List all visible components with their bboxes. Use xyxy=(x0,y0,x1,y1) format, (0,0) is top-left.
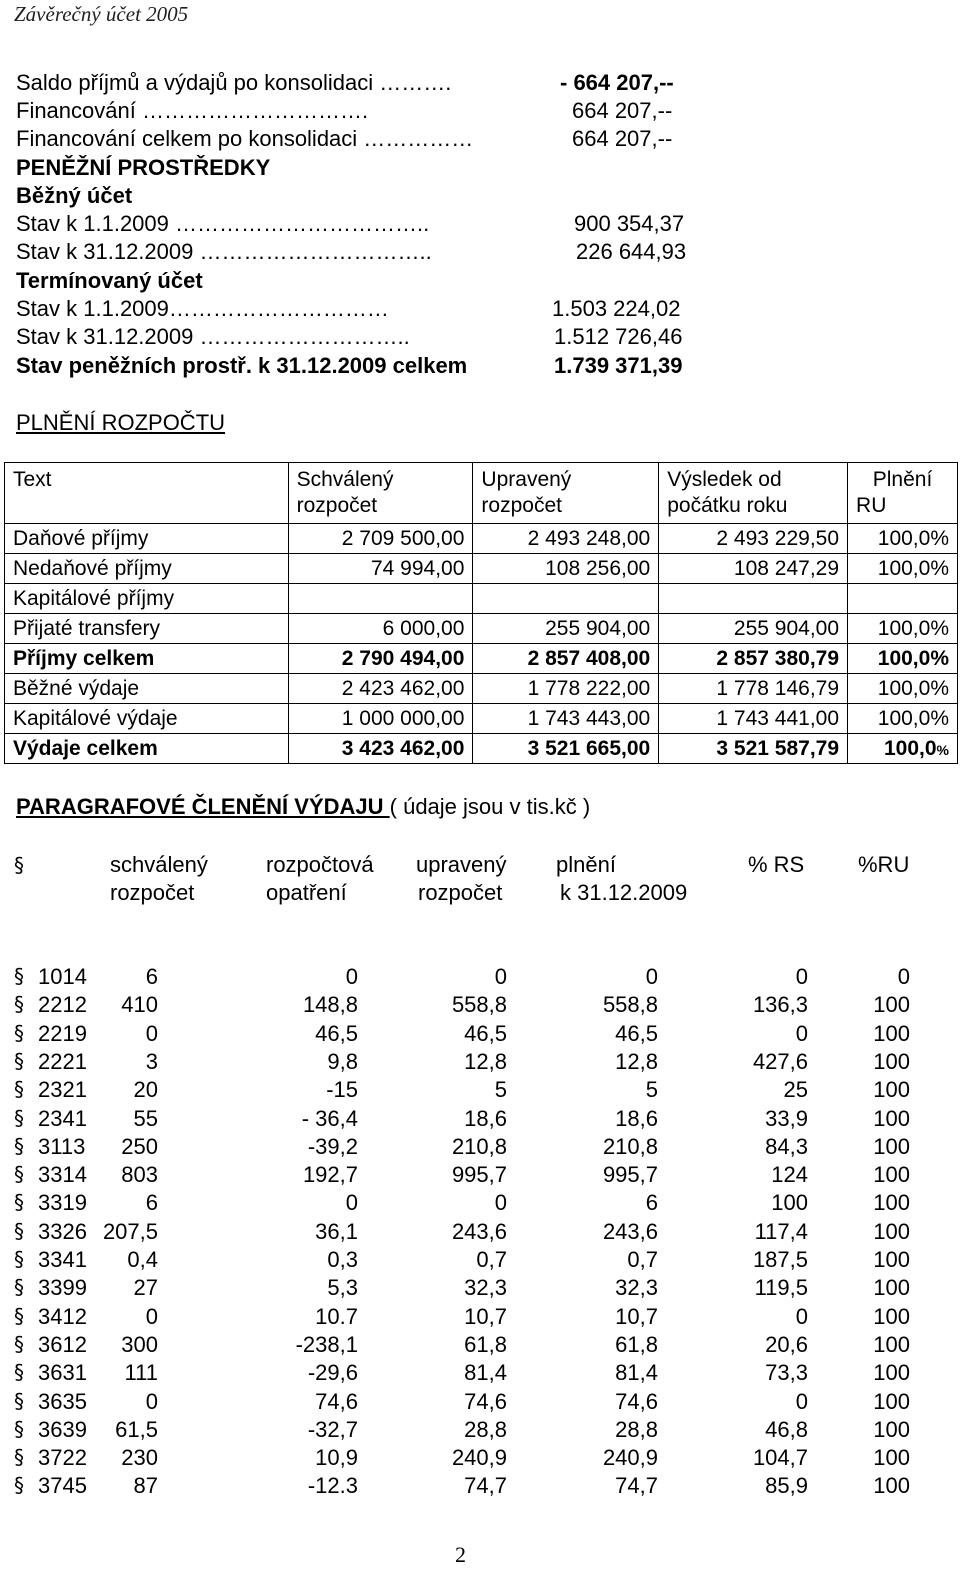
section-symbol-icon: § xyxy=(14,1331,24,1356)
paragraph-value: 0 xyxy=(645,964,658,989)
paragraph-value: 100 xyxy=(873,1388,910,1414)
header-text: Text xyxy=(5,463,289,524)
paragraph-row xyxy=(0,1389,960,1417)
budget-table xyxy=(4,462,958,764)
paragraph-value: 5,3 xyxy=(327,1275,358,1301)
paragraph-value: 46,5 xyxy=(615,1020,658,1046)
budget-cell-result: 3 521 587,79 xyxy=(659,734,848,764)
paragraph-code: 1014 xyxy=(38,964,87,989)
budget-cell-text: Příjmy celkem xyxy=(5,644,289,674)
paragraph-value: 32,3 xyxy=(464,1275,507,1301)
budget-cell-adjusted: 2 493 248,00 xyxy=(473,524,659,554)
budget-cell-fulfilment xyxy=(848,584,958,614)
paragraph-value: 74,7 xyxy=(615,1473,658,1499)
budget-cell-text: Daňové příjmy xyxy=(5,524,289,554)
paragraph-value: 74,7 xyxy=(464,1473,507,1499)
paragraph-value: 84,3 xyxy=(765,1133,808,1159)
balance-label: Stav k 1.1.2009………………………… xyxy=(16,296,389,321)
par-header-approved: schválený rozpočet xyxy=(110,852,208,905)
paragraph-row xyxy=(0,992,960,1020)
paragraph-value: -238,1 xyxy=(295,1331,358,1357)
section-symbol-icon: § xyxy=(14,1303,24,1328)
paragraph-value: 87 xyxy=(133,1473,158,1499)
paragraph-title-main: PARAGRAFOVÉ ČLENĚNÍ VÝDAJU xyxy=(16,794,390,819)
paragraph-code: 2321 xyxy=(38,1077,87,1103)
section-symbol-icon: § xyxy=(14,964,24,988)
paragraph-value: 240,9 xyxy=(451,1445,507,1471)
section-symbol-icon: § xyxy=(14,1077,24,1102)
paragraph-value: 119,5 xyxy=(754,1275,808,1301)
paragraph-value: 207,5 xyxy=(102,1218,158,1244)
paragraph-title-note: ( údaje jsou v tis.kč ) xyxy=(389,794,591,819)
paragraph-value: 20 xyxy=(133,1077,158,1103)
budget-header-row xyxy=(5,463,958,524)
budget-row xyxy=(5,704,958,734)
budget-cell-result xyxy=(659,584,848,614)
paragraph-value: 55 xyxy=(133,1105,158,1131)
par-header-fulfilment: plnění k 31.12.2009 xyxy=(556,852,688,905)
paragraph-value: 18,6 xyxy=(615,1105,658,1131)
paragraph-value: 427,6 xyxy=(752,1048,808,1074)
par-header-ru: %RU xyxy=(858,852,910,877)
header-result: Výsledek od počátku roku xyxy=(659,463,848,524)
summary-value: - 664 207,-- xyxy=(560,70,674,95)
balance-value: 1.503 224,02 xyxy=(552,296,681,321)
summary-label: Financování celkem po konsolidaci …………… xyxy=(16,126,474,151)
paragraph-value: 0,7 xyxy=(476,1247,507,1272)
paragraph-value: 28,8 xyxy=(464,1416,507,1442)
paragraph-value: 100 xyxy=(873,1331,910,1357)
paragraph-value: 46,5 xyxy=(315,1020,358,1046)
header-fulfilment: Plnění RU xyxy=(848,463,958,524)
paragraph-code: 3635 xyxy=(38,1388,87,1414)
paragraph-value: 995,7 xyxy=(451,1162,507,1188)
balance-value: 900 354,37 xyxy=(574,211,685,236)
paragraph-value: 104,7 xyxy=(752,1445,808,1471)
paragraph-value: 100 xyxy=(771,1190,808,1216)
paragraph-value: 36,1 xyxy=(315,1218,358,1244)
paragraph-row xyxy=(0,1021,960,1049)
paragraph-value: 100 xyxy=(873,1105,910,1131)
paragraph-value: 61,5 xyxy=(115,1416,158,1442)
paragraph-value: 230 xyxy=(121,1445,158,1471)
paragraph-value: 100 xyxy=(873,1048,910,1074)
paragraph-value: 10,7 xyxy=(615,1303,658,1329)
budget-cell-result: 2 857 380,79 xyxy=(659,644,848,674)
section-symbol-icon: § xyxy=(14,1360,24,1385)
balance-value: 1.512 726,46 xyxy=(554,324,683,349)
header-adjusted: Upravený rozpočet xyxy=(473,463,659,524)
budget-cell-adjusted: 1 778 222,00 xyxy=(473,674,659,704)
balance-label: Stav k 31.12.2009 ………………………….. xyxy=(16,239,432,264)
paragraph-value: 32,3 xyxy=(615,1275,658,1301)
paragraph-value: 81,4 xyxy=(464,1360,507,1386)
paragraph-value: 100 xyxy=(873,1416,910,1442)
paragraph-value: 100 xyxy=(873,1247,910,1272)
paragraph-value: 0,3 xyxy=(327,1247,358,1272)
paragraph-value: 100 xyxy=(873,992,910,1018)
paragraph-value: 558,8 xyxy=(602,992,658,1018)
paragraph-value: 995,7 xyxy=(602,1162,658,1188)
paragraph-value: 187,5 xyxy=(752,1247,808,1272)
paragraph-value: 100 xyxy=(873,1077,910,1103)
paragraph-value: 5 xyxy=(494,1077,507,1103)
paragraph-value: 9,8 xyxy=(327,1048,358,1074)
section-symbol-icon: § xyxy=(14,1416,24,1441)
paragraph-value: 85,9 xyxy=(765,1473,808,1499)
budget-cell-fulfilment: 100,0% xyxy=(848,644,958,674)
paragraph-value: 10,9 xyxy=(315,1445,358,1471)
budget-cell-adjusted: 108 256,00 xyxy=(473,554,659,584)
paragraph-value: 100 xyxy=(873,1303,910,1329)
paragraph-value: 74,6 xyxy=(464,1388,507,1414)
paragraph-row xyxy=(0,1134,960,1162)
section-symbol-icon: § xyxy=(14,992,24,1017)
paragraph-value: 6 xyxy=(145,1190,158,1216)
paragraph-row xyxy=(0,1417,960,1445)
paragraph-code: 3314 xyxy=(38,1162,87,1188)
paragraph-code: 2212 xyxy=(38,992,87,1018)
section-symbol-icon: § xyxy=(14,1275,24,1300)
paragraph-value: 100 xyxy=(873,1218,910,1244)
paragraph-value: 0 xyxy=(145,1388,158,1414)
paragraph-row xyxy=(0,1275,960,1303)
budget-title: PLNĚNÍ ROZPOČTU xyxy=(16,410,226,435)
paragraph-value: 0 xyxy=(897,964,910,989)
paragraph-value: 12,8 xyxy=(464,1048,507,1074)
budget-cell-text: Výdaje celkem xyxy=(5,734,289,764)
paragraph-value: 558,8 xyxy=(451,992,507,1018)
paragraph-value: 46,8 xyxy=(765,1416,808,1442)
paragraph-value: 100 xyxy=(873,1360,910,1386)
paragraph-title xyxy=(16,794,590,820)
document-header: Závěrečný účet 2005 xyxy=(14,2,189,26)
paragraph-value: -15 xyxy=(326,1077,358,1103)
section-symbol-icon: § xyxy=(14,1473,24,1498)
paragraph-value: 111 xyxy=(124,1360,158,1386)
budget-cell-text: Běžné výdaje xyxy=(5,674,289,704)
budget-row xyxy=(5,674,958,704)
paragraph-code: 3113 xyxy=(38,1133,86,1159)
summary-label: Saldo příjmů a výdajů po konsolidaci ………. xyxy=(16,70,452,95)
paragraph-value: 243,6 xyxy=(602,1218,658,1244)
paragraph-value: 18,6 xyxy=(464,1105,507,1131)
budget-cell-adjusted: 2 857 408,00 xyxy=(473,644,659,674)
paragraph-value: -12.3 xyxy=(307,1473,358,1499)
budget-cell-approved: 2 790 494,00 xyxy=(288,644,473,674)
paragraph-value: 0 xyxy=(795,1020,808,1046)
paragraph-code: 3639 xyxy=(38,1416,87,1442)
paragraph-value: 27 xyxy=(133,1275,158,1301)
paragraph-code: 2221 xyxy=(38,1048,87,1074)
current-account-title: Běžný účet xyxy=(16,183,133,208)
paragraph-value: 803 xyxy=(121,1162,158,1188)
paragraph-value: 0,4 xyxy=(127,1247,158,1272)
paragraph-value: 61,8 xyxy=(464,1331,507,1357)
budget-cell-approved: 2 423 462,00 xyxy=(288,674,473,704)
paragraph-value: - 36,4 xyxy=(301,1105,358,1131)
paragraph-row xyxy=(0,964,960,992)
paragraph-value: 0 xyxy=(795,1303,808,1329)
paragraph-value: 100 xyxy=(873,1445,910,1471)
paragraph-value: -29,6 xyxy=(307,1360,358,1386)
paragraph-value: 100 xyxy=(873,1133,910,1159)
paragraph-row xyxy=(0,1445,960,1473)
budget-cell-approved: 2 709 500,00 xyxy=(288,524,473,554)
budget-cell-text: Kapitálové výdaje xyxy=(5,704,289,734)
paragraph-code: 3722 xyxy=(38,1445,87,1471)
budget-row xyxy=(5,554,958,584)
paragraph-code: 3612 xyxy=(38,1331,87,1357)
paragraph-value: -39,2 xyxy=(307,1133,358,1159)
paragraph-value: 192,7 xyxy=(302,1162,358,1188)
paragraph-row xyxy=(0,1190,960,1218)
section-symbol-icon: § xyxy=(14,1445,24,1470)
paragraph-value: 0 xyxy=(145,1303,158,1329)
page-number: 2 xyxy=(455,1542,466,1567)
budget-cell-approved: 3 423 462,00 xyxy=(288,734,473,764)
budget-cell-fulfilment: 100,0% xyxy=(848,614,958,644)
budget-cell-fulfilment: 100,0% xyxy=(848,734,958,764)
paragraph-code: 3412 xyxy=(38,1303,87,1329)
paragraph-value: 100 xyxy=(873,1020,910,1046)
budget-cell-result: 1 778 146,79 xyxy=(659,674,848,704)
budget-cell-approved: 6 000,00 xyxy=(288,614,473,644)
paragraph-value: 100 xyxy=(873,1162,910,1188)
paragraph-row xyxy=(0,1162,960,1190)
paragraph-value: 410 xyxy=(121,992,158,1018)
paragraph-value: 0 xyxy=(145,1020,158,1046)
paragraph-code: 3326 xyxy=(38,1218,87,1244)
budget-cell-approved: 74 994,00 xyxy=(288,554,473,584)
budget-cell-fulfilment: 100,0% xyxy=(848,524,958,554)
budget-cell-result: 108 247,29 xyxy=(659,554,848,584)
paragraph-value: 148,8 xyxy=(302,992,358,1018)
section-symbol-icon: § xyxy=(14,1020,24,1045)
paragraph-value: 10,7 xyxy=(464,1303,507,1329)
paragraph-value: 100 xyxy=(873,1473,910,1499)
budget-cell-text: Kapitálové příjmy xyxy=(5,584,289,614)
balance-label: Stav k 1.1.2009 …………………………….. xyxy=(16,211,430,236)
paragraph-row xyxy=(0,1049,960,1077)
paragraph-value: 73,3 xyxy=(765,1360,808,1386)
paragraph-value: 25 xyxy=(783,1077,808,1103)
paragraph-value: 300 xyxy=(121,1331,158,1357)
paragraph-row xyxy=(0,1360,960,1388)
paragraph-value: 243,6 xyxy=(451,1218,507,1244)
budget-cell-text: Přijaté transfery xyxy=(5,614,289,644)
paragraph-value: 0,7 xyxy=(627,1247,658,1272)
paragraph-row xyxy=(0,1106,960,1134)
paragraph-row xyxy=(0,1077,960,1105)
budget-row xyxy=(5,614,958,644)
paragraph-row xyxy=(0,1247,960,1275)
paragraph-row xyxy=(0,1473,960,1501)
section-symbol-icon: § xyxy=(14,1388,24,1413)
paragraph-code: 3319 xyxy=(38,1190,87,1216)
paragraph-value: 5 xyxy=(645,1077,658,1103)
paragraph-code: 2341 xyxy=(38,1105,87,1131)
budget-cell-fulfilment: 100,0% xyxy=(848,554,958,584)
paragraph-code: 3399 xyxy=(38,1275,87,1301)
budget-cell-fulfilment: 100,0% xyxy=(848,674,958,704)
budget-row xyxy=(5,644,958,674)
paragraph-code: 3745 xyxy=(38,1473,87,1499)
paragraph-value: 100 xyxy=(873,1275,910,1301)
budget-cell-result: 2 493 229,50 xyxy=(659,524,848,554)
summary-value: 664 207,-- xyxy=(572,98,673,123)
paragraph-value: 20,6 xyxy=(765,1331,808,1357)
balance-label: Stav k 31.12.2009 ……………………….. xyxy=(16,324,410,349)
paragraph-value: 12,8 xyxy=(615,1048,658,1074)
paragraph-row xyxy=(0,1332,960,1360)
paragraph-row xyxy=(0,1219,960,1247)
paragraph-value: 74,6 xyxy=(315,1388,358,1414)
paragraph-value: 28,8 xyxy=(615,1416,658,1442)
paragraph-value: 124 xyxy=(771,1162,808,1188)
section-symbol-icon: § xyxy=(14,1133,24,1158)
paragraph-row xyxy=(0,1304,960,1332)
summary-value: 664 207,-- xyxy=(572,126,673,151)
budget-row xyxy=(5,734,958,764)
paragraph-value: 250 xyxy=(121,1133,158,1159)
paragraph-value: 33,9 xyxy=(765,1105,808,1131)
paragraph-value: 0 xyxy=(494,1190,507,1216)
budget-cell-adjusted: 3 521 665,00 xyxy=(473,734,659,764)
paragraph-value: 3 xyxy=(145,1048,158,1074)
paragraph-value: 74,6 xyxy=(615,1388,658,1414)
paragraph-value: 6 xyxy=(145,964,158,989)
budget-row xyxy=(5,524,958,554)
paragraph-value: 0 xyxy=(795,1388,808,1414)
cash-total-label: Stav peněžních prostř. k 31.12.2009 celkem xyxy=(16,353,468,378)
paragraph-value: 117,4 xyxy=(754,1218,808,1244)
budget-cell-approved xyxy=(288,584,473,614)
summary-label: Financování …………………………. xyxy=(16,98,369,123)
balance-value: 226 644,93 xyxy=(576,239,687,264)
paragraph-value: 81,4 xyxy=(615,1360,658,1386)
paragraph-value: 46,5 xyxy=(464,1020,507,1046)
paragraph-value: 136,3 xyxy=(752,992,808,1018)
paragraph-value: 210,8 xyxy=(451,1133,507,1159)
section-symbol-icon: § xyxy=(14,853,24,877)
budget-cell-adjusted: 1 743 443,00 xyxy=(473,704,659,734)
header-approved: Schválený rozpočet xyxy=(288,463,473,524)
paragraph-value: 0 xyxy=(345,1190,358,1216)
cash-title: PENĚŽNÍ PROSTŘEDKY xyxy=(16,155,271,180)
section-symbol-icon: § xyxy=(14,1218,24,1243)
section-symbol-icon: § xyxy=(14,1048,24,1073)
paragraph-value: 6 xyxy=(645,1190,658,1216)
par-header-rs: % RS xyxy=(748,852,805,877)
paragraph-code: 3341 xyxy=(38,1247,87,1272)
budget-cell-fulfilment: 100,0% xyxy=(848,704,958,734)
budget-cell-result: 255 904,00 xyxy=(659,614,848,644)
section-symbol-icon: § xyxy=(14,1162,24,1187)
budget-cell-adjusted: 255 904,00 xyxy=(473,614,659,644)
cash-total-value: 1.739 371,39 xyxy=(554,353,683,378)
paragraph-value: 240,9 xyxy=(602,1445,658,1471)
paragraph-value: 0 xyxy=(345,964,358,989)
paragraph-value: 10.7 xyxy=(315,1303,358,1329)
budget-cell-text: Nedaňové příjmy xyxy=(5,554,289,584)
paragraph-value: 0 xyxy=(795,964,808,989)
budget-row xyxy=(5,584,958,614)
paragraph-value: 210,8 xyxy=(602,1133,658,1159)
budget-cell-result: 1 743 441,00 xyxy=(659,704,848,734)
paragraph-value: 100 xyxy=(873,1190,910,1216)
paragraph-value: 61,8 xyxy=(615,1331,658,1357)
budget-cell-approved: 1 000 000,00 xyxy=(288,704,473,734)
paragraph-value: 0 xyxy=(494,964,507,989)
par-header-measures: rozpočtová opatření xyxy=(266,852,374,905)
paragraph-code: 3631 xyxy=(38,1360,87,1386)
paragraph-value: -32,7 xyxy=(307,1416,358,1442)
par-header-adjusted: upravený rozpočet xyxy=(416,852,507,905)
section-symbol-icon: § xyxy=(14,1190,24,1215)
section-symbol-icon: § xyxy=(14,1105,24,1130)
budget-cell-adjusted xyxy=(473,584,659,614)
paragraph-code: 2219 xyxy=(38,1020,87,1046)
section-symbol-icon: § xyxy=(14,1247,24,1271)
term-account-title: Termínovaný účet xyxy=(16,268,203,293)
